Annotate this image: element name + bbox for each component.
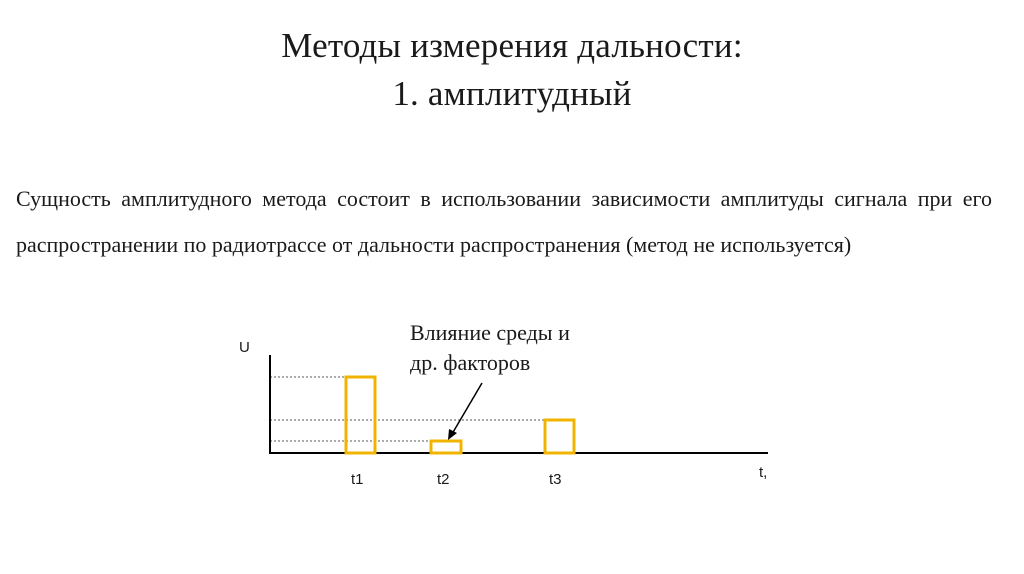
y-axis-label: U	[239, 339, 250, 356]
annotation-arrow	[452, 383, 482, 434]
pulse-label-t3: t3	[549, 471, 562, 488]
annotation-line1: Влияние среды и	[410, 320, 570, 345]
pulse-t3	[545, 420, 574, 453]
pulse-label-t2: t2	[437, 471, 450, 488]
slide-title-line2: 1. амплитудный	[392, 74, 632, 113]
slide-title-line1: Методы измерения дальности:	[281, 26, 743, 65]
pulse-t2	[431, 441, 461, 453]
annotation-arrowhead	[448, 429, 457, 440]
pulse-t1	[346, 377, 375, 453]
x-axis-label: t,	[759, 464, 768, 481]
annotation-line2: др. факторов	[410, 350, 531, 375]
pulse-label-t1: t1	[351, 471, 364, 488]
description-paragraph: Сущность амплитудного метода состоит в использовании зависимости амплитуды сигнала при его распространении по радиотрассе от дальности распространения (метод не используется)	[16, 186, 992, 257]
